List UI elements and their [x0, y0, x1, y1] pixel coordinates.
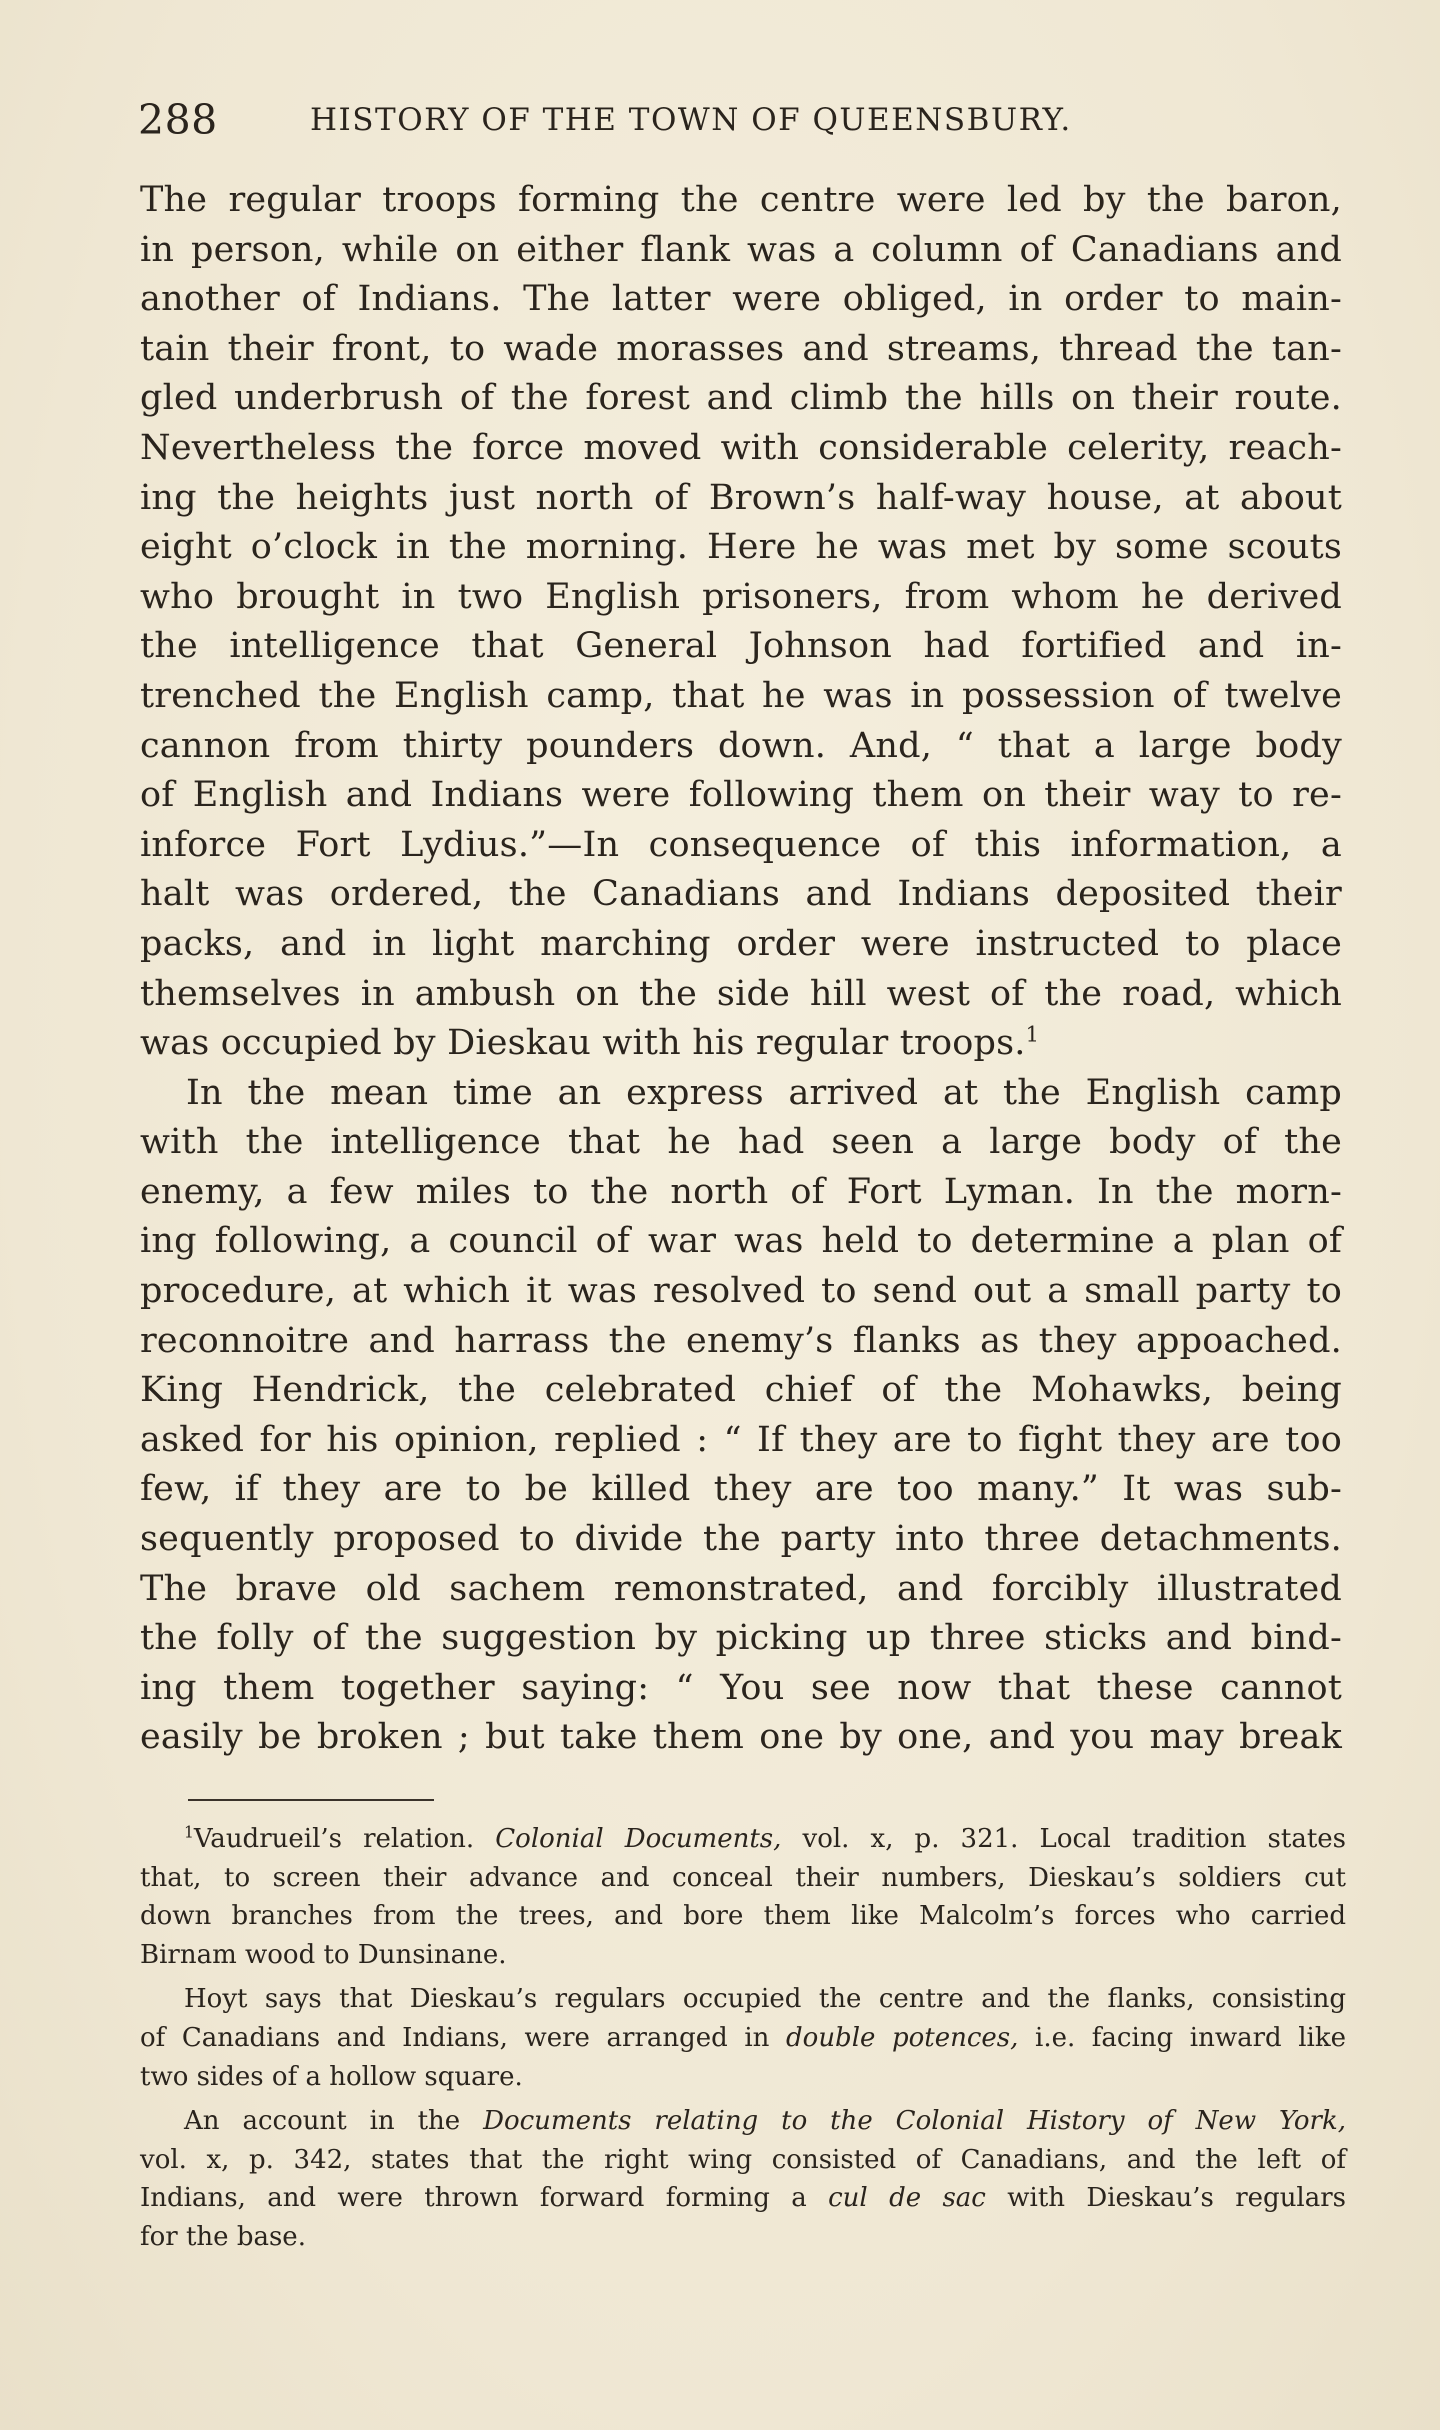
footnote-reference: 1 — [1025, 1022, 1040, 1047]
text-line: asked for his opinion, replied : “ If they are to fight they are too — [140, 1419, 1342, 1460]
text-line: inforce Fort Lydius.”—In consequence of this information, a — [140, 824, 1342, 865]
text-line: themselves in ambush on the side hill west of the road, which — [140, 973, 1342, 1014]
text-line: ing the heights just north of Brown’s half-way house, at about — [140, 477, 1342, 518]
paragraph-start-line: In the mean time an express arrived at the English camp — [186, 1072, 1342, 1113]
footnote-text: vol. x, p. 321. Local tradition states — [802, 1824, 1347, 1854]
footnote-line: two sides of a hollow square. — [140, 2061, 523, 2092]
text-line: procedure, at which it was resolved to send out a small party to — [140, 1271, 1342, 1312]
text-line: tain their front, to wade morasses and streams, thread the tan- — [140, 328, 1342, 369]
page-number: 288 — [138, 96, 218, 144]
text-line: who brought in two English prisoners, from whom he derived — [140, 576, 1342, 617]
text-line: ing following, a council of war was held to determine a plan of — [140, 1221, 1342, 1262]
text-line: the folly of the suggestion by picking up three sticks and bind- — [140, 1618, 1342, 1659]
text-line: The regular troops forming the centre were led by the baron, — [140, 180, 1342, 220]
footnote-3 — [140, 2102, 1346, 2141]
footnote-1 — [140, 1820, 1346, 1859]
text-line: ing them together saying: “ You see now that these cannot — [140, 1667, 1342, 1708]
citation-title: Colonial Documents, — [495, 1824, 782, 1854]
page-header — [138, 96, 1354, 156]
footnote-2: Hoyt says that Dieskau’s regulars occupied the centre and the flanks, consisting — [184, 1984, 1346, 2015]
text-line: King Hendrick, the celebrated chief of the Mohawks, being — [140, 1370, 1342, 1411]
text-line: in person, while on either flank was a column of Canadians and — [140, 229, 1342, 270]
footnote-text: i.e. facing inward like — [1035, 2022, 1347, 2053]
text-line: enemy, a few miles to the north of Fort Lyman. In the morn- — [140, 1171, 1342, 1212]
footnote-line: Birnam wood to Dunsinane. — [140, 1939, 507, 1970]
italic-term: cul de sac — [828, 2183, 986, 2214]
text-line: with the intelligence that he had seen a large body of the — [140, 1122, 1342, 1163]
footnote-text: Indians, and were thrown forward forming a — [140, 2183, 807, 2214]
text-line: reconnoitre and harrass the enemy’s flanks as they appoached. — [140, 1320, 1342, 1361]
italic-term: double potences, — [786, 2022, 1019, 2053]
footnote-line: down branches from the trees, and bore them like Malcolm’s forces who carried — [140, 1901, 1346, 1932]
text-line: Nevertheless the force moved with considerable celerity, reach- — [140, 427, 1342, 468]
text-line: easily be broken ; but take them one by one, and you may break — [140, 1717, 1342, 1758]
text-line: trenched the English camp, that he was in possession of twelve — [140, 675, 1342, 716]
footnote-text: with Dieskau’s regulars — [1007, 2183, 1347, 2214]
text-line: eight o’clock in the morning. Here he was met by some scouts — [140, 527, 1342, 568]
text-line: few, if they are to be killed they are too many.” It was sub- — [140, 1469, 1342, 1510]
footnotes — [140, 1820, 1346, 2257]
text-line: the intelligence that General Johnson had fortified and in- — [140, 626, 1342, 667]
footnote-divider — [188, 1799, 434, 1801]
text-line: sequently proposed to divide the party into three detachments. — [140, 1519, 1342, 1560]
footnote-line — [140, 2179, 1346, 2218]
text-line: of English and Indians were following them on their way to re- — [140, 775, 1342, 816]
text-line: The brave old sachem remonstrated, and forcibly illustrated — [140, 1568, 1342, 1609]
footnote-text: of Canadians and Indians, were arranged in — [140, 2022, 770, 2053]
footnote-line: vol. x, p. 342, states that the right wing consisted of Canadians, and the left of — [140, 2144, 1346, 2175]
text-line: packs, and in light marching order were instructed to place — [140, 923, 1342, 964]
text-line: another of Indians. The latter were obliged, in order to main- — [140, 279, 1342, 320]
footnote-line: for the base. — [140, 2221, 306, 2252]
body-text — [140, 176, 1342, 1763]
text-line: gled underbrush of the forest and climb the hills on their route. — [140, 378, 1342, 419]
citation-title: Documents relating to the Colonial History of New York, — [483, 2106, 1347, 2137]
text-line: halt was ordered, the Canadians and Indians deposited their — [140, 874, 1342, 915]
paragraph-end-line — [140, 1019, 1342, 1069]
text-line: cannon from thirty pounders down. And, “ that a large body — [140, 725, 1342, 766]
running-title: HISTORY OF THE TOWN OF QUEENSBURY. — [310, 102, 1072, 138]
footnote-line: that, to screen their advance and conceal their numbers, Dieskau’s soldiers cut — [140, 1862, 1346, 1893]
text-line: was occupied by Dieskau with his regular troops. — [140, 1023, 1026, 1064]
footnote-line — [140, 2019, 1346, 2058]
footnote-text: An account in the — [184, 2106, 461, 2137]
footnote-text: Vaudrueil’s relation. — [193, 1824, 475, 1854]
footnote-marker: 1 — [184, 1823, 194, 1842]
